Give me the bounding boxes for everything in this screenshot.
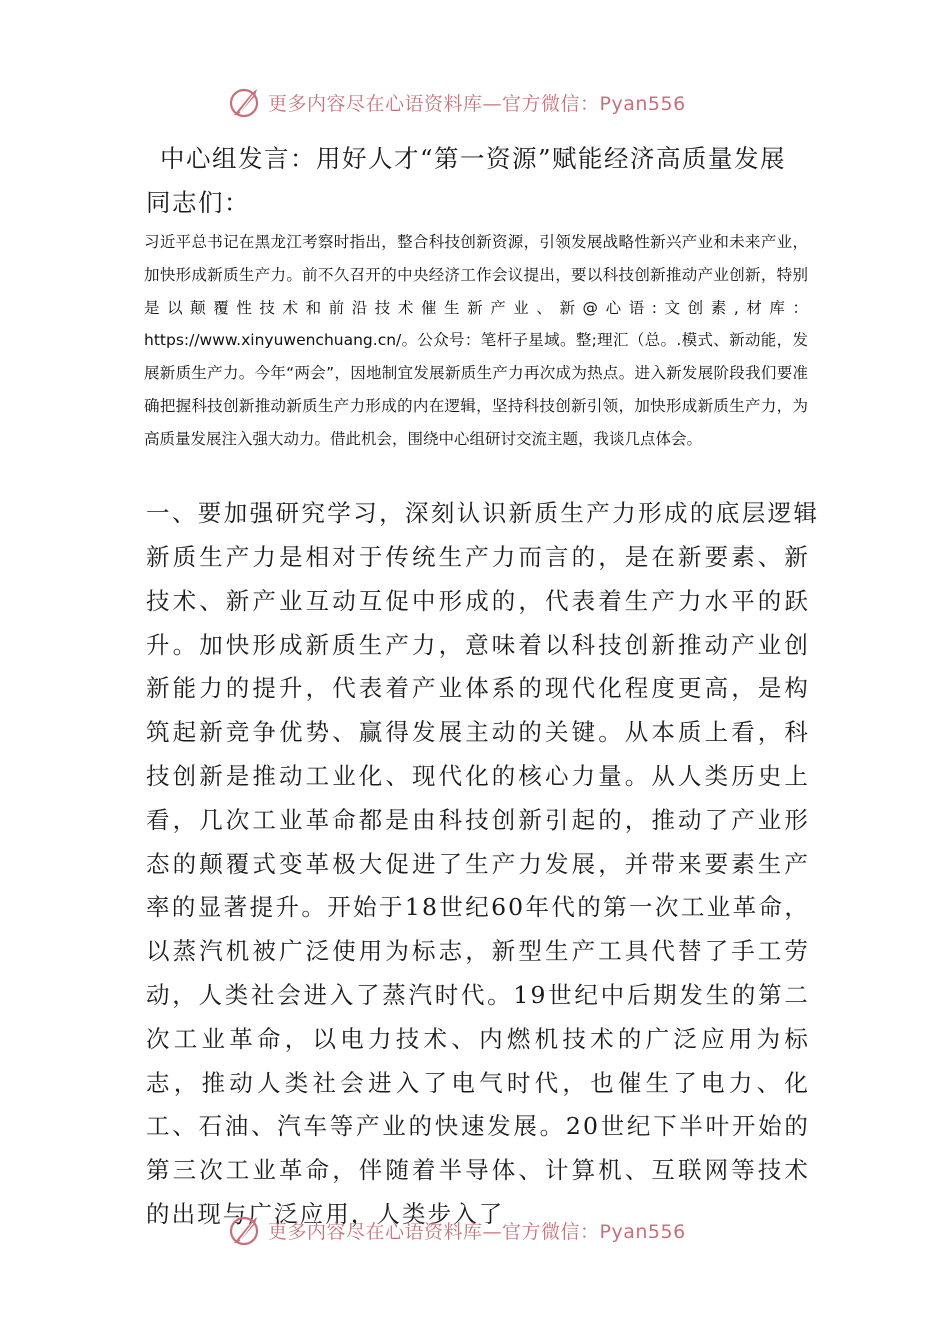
- header-wechat-id: Pyan556: [599, 92, 686, 115]
- footer-banner-text: 更多内容尽在心语资料库—官方微信：Pyan556: [268, 1220, 686, 1243]
- document-title: 中心组发言：用好人才“第一资源”赋能经济高质量发展: [160, 144, 787, 173]
- footer-wechat-id: Pyan556: [599, 1220, 686, 1243]
- pen-logo-icon: [228, 85, 262, 119]
- pen-logo-icon: [228, 1213, 262, 1247]
- footer-banner: [228, 1210, 728, 1250]
- intro-paragraph: 习近平总书记在黑龙江考察时指出，整合科技创新资源，引领发展战略性新兴产业和未来产业，加快形成新质生产力。前不久召开的中央经济工作会议提出，要以科技创新推动产业创新，特别是以颠覆性技术和前沿技术催生新产业、新@心语:文创素,材库：https://www.xinyuwenchuang.cn/。公众号：笔杆子星域。整;理汇（总。.模式、新动能，发展新质生产力。今年“两会”，因地制宜发展新质生产力再次成为热点。进入新发展阶段我们要准确把握科技创新推动新质生产力形成的内在逻辑，坚持科技创新引领，加快形成新质生产力，为高质量发展注入强大动力。借此机会，围绕中心组研讨交流主题，我谈几点体会。: [144, 233, 808, 448]
- body-paragraph: 新质生产力是相对于传统生产力而言的，是在新要素、新技术、新产业互动互促中形成的，代表着生产力水平的跃升。加快形成新质生产力，意味着以科技创新推动产业创新能力的提升，代表着产业体系的现代化程度更高，是构筑起新竞争优势、赢得发展主动的关键。从本质上看，科技创新是推动工业化、现代化的核心力量。从人类历史上看，几次工业革命都是由科技创新引起的，推动了产业形态的颠覆式变革极大促进了生产力发展，并带来要素生产率的显著提升。开始于18世纪60年代的第一次工业革命，以蒸汽机被广泛使用为标志，新型生产工具代替了手工劳动，人类社会进入了蒸汽时代。19世纪中后期发生的第二次工业革命，以电力技术、内燃机技术的广泛应用为标志，推动人类社会进入了电气时代，也催生了电力、化工、石油、汽车等产业的快速发展。20世纪下半叶开始的第三次工业革命，伴随着半导体、计算机、互联网等技术的出现与广泛应用，人类步入了: [146, 543, 810, 1228]
- header-banner-text: 更多内容尽在心语资料库—官方微信：Pyan556: [268, 92, 686, 115]
- section-heading: 一、要加强研究学习，深刻认识新质生产力形成的底层逻辑: [146, 499, 820, 527]
- header-banner: [228, 82, 728, 122]
- salutation: 同志们：: [146, 188, 250, 217]
